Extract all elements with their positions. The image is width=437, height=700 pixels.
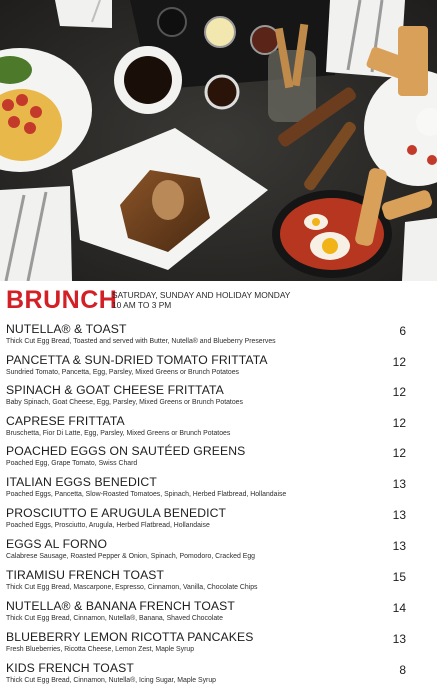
condiment-bowl xyxy=(158,8,186,36)
menu-item-name: ITALIAN EGGS BENEDICT xyxy=(6,475,157,489)
menu-item-price: 8 xyxy=(399,663,406,677)
mascarpone-quenelle xyxy=(152,180,184,220)
menu-item-description: Thick Cut Egg Bread, Toasted and served with Butter, Nutella® and Blueberry Preserves xyxy=(6,338,276,345)
menu-item-price: 13 xyxy=(392,477,406,491)
menu-item xyxy=(6,475,406,503)
menu-item xyxy=(6,599,406,627)
coffee-icon xyxy=(124,56,172,104)
menu-item-name: PANCETTA & SUN-DRIED TOMATO FRITTATA xyxy=(6,352,268,367)
menu-item-name: KIDS FRENCH TOAST xyxy=(6,661,134,675)
menu-item-price: 14 xyxy=(392,601,406,615)
menu-item xyxy=(6,537,406,565)
brunch-food-photo xyxy=(0,0,437,281)
butter-bowl xyxy=(205,17,235,47)
jam-bowl xyxy=(251,26,279,54)
menu-item-name: BLUEBERRY LEMON RICOTTA PANCAKES xyxy=(6,630,254,644)
menu-item-description: Fresh Blueberries, Ricotta Cheese, Lemon Zest, Maple Syrup xyxy=(6,646,195,653)
hours-time: 10 AM TO 3 PM xyxy=(112,300,172,310)
menu-item-name: NUTELLA® & TOAST xyxy=(6,322,127,336)
menu-item-price: 13 xyxy=(392,632,406,646)
menu-title: BRUNCH xyxy=(6,286,118,314)
coffee-bean-cup xyxy=(206,76,238,108)
menu-item-name: CAPRESE FRITTATA xyxy=(6,413,125,428)
menu-hours xyxy=(112,290,290,310)
menu-item xyxy=(6,322,406,350)
menu-item-description: Sundried Tomato, Pancetta, Egg, Parsley, Mixed Greens or Brunch Potatoes xyxy=(6,368,240,376)
menu-item-name: POACHED EGGS ON SAUTÉED GREENS xyxy=(6,444,246,458)
menu-item-name: EGGS AL FORNO xyxy=(6,537,108,551)
menu-item-description: Baby Spinach, Goat Cheese, Egg, Parsley, Mixed Greens or Brunch Potatoes xyxy=(6,399,243,406)
menu-item-description: Poached Eggs, Prosciutto, Arugula, Herbed Flatbread, Hollandaise xyxy=(6,522,210,529)
brunch-header xyxy=(6,287,431,317)
menu-item-name: SPINACH & GOAT CHEESE FRITTATA xyxy=(6,383,224,397)
menu-item-price: 12 xyxy=(392,354,406,369)
menu-item-description: Thick Cut Egg Bread, Mascarpone, Espresso, Cinnamon, Vanilla, Chocolate Chips xyxy=(6,584,258,591)
napkin-left xyxy=(0,186,72,281)
menu-item-description: Poached Egg, Grape Tomato, Swiss Chard xyxy=(6,460,138,467)
hours-days: SATURDAY, SUNDAY AND HOLIDAY MONDAY xyxy=(112,290,291,300)
menu-item xyxy=(6,661,406,689)
menu-item-description: Thick Cut Egg Bread, Cinnamon, Nutella®, Banana, Shaved Chocolate xyxy=(6,615,223,622)
menu-item-price: 15 xyxy=(392,570,406,584)
menu-item-price: 6 xyxy=(399,324,406,338)
menu-item-name: NUTELLA® & BANANA FRENCH TOAST xyxy=(6,599,235,613)
menu-item-price: 13 xyxy=(392,508,406,522)
menu-item xyxy=(6,383,406,411)
menu-item-price: 12 xyxy=(392,385,406,399)
menu-item-description: Calabrese Sausage, Roasted Pepper & Onion, Spinach, Pomodoro, Cracked Egg xyxy=(6,553,255,560)
menu-item-name: PROSCIUTTO E ARUGULA BENEDICT xyxy=(6,506,227,520)
menu-item-description: Thick Cut Egg Bread, Cinnamon, Nutella®, Icing Sugar, Maple Syrup xyxy=(6,677,216,684)
tomato xyxy=(2,99,14,111)
menu-item xyxy=(6,414,406,442)
menu-item xyxy=(6,506,406,534)
menu-item-price: 12 xyxy=(392,446,406,460)
menu-item xyxy=(6,630,406,658)
napkin-top xyxy=(55,0,112,28)
menu-item-description: Poached Eggs, Pancetta, Slow-Roasted Tomatoes, Spinach, Herbed Flatbread, Hollandaise xyxy=(6,491,287,498)
menu-item-name: TIRAMISU FRENCH TOAST xyxy=(6,568,165,582)
menu-item xyxy=(6,568,406,596)
food-photo-illustration xyxy=(0,0,437,281)
menu-item-description: Bruschetta, Fior Di Latte, Egg, Parsley, Mixed Greens or Brunch Potatoes xyxy=(6,429,231,437)
menu-item xyxy=(6,353,406,381)
menu-item xyxy=(6,444,406,472)
menu-item-price: 12 xyxy=(392,415,406,430)
menu-item-price: 13 xyxy=(392,539,406,553)
